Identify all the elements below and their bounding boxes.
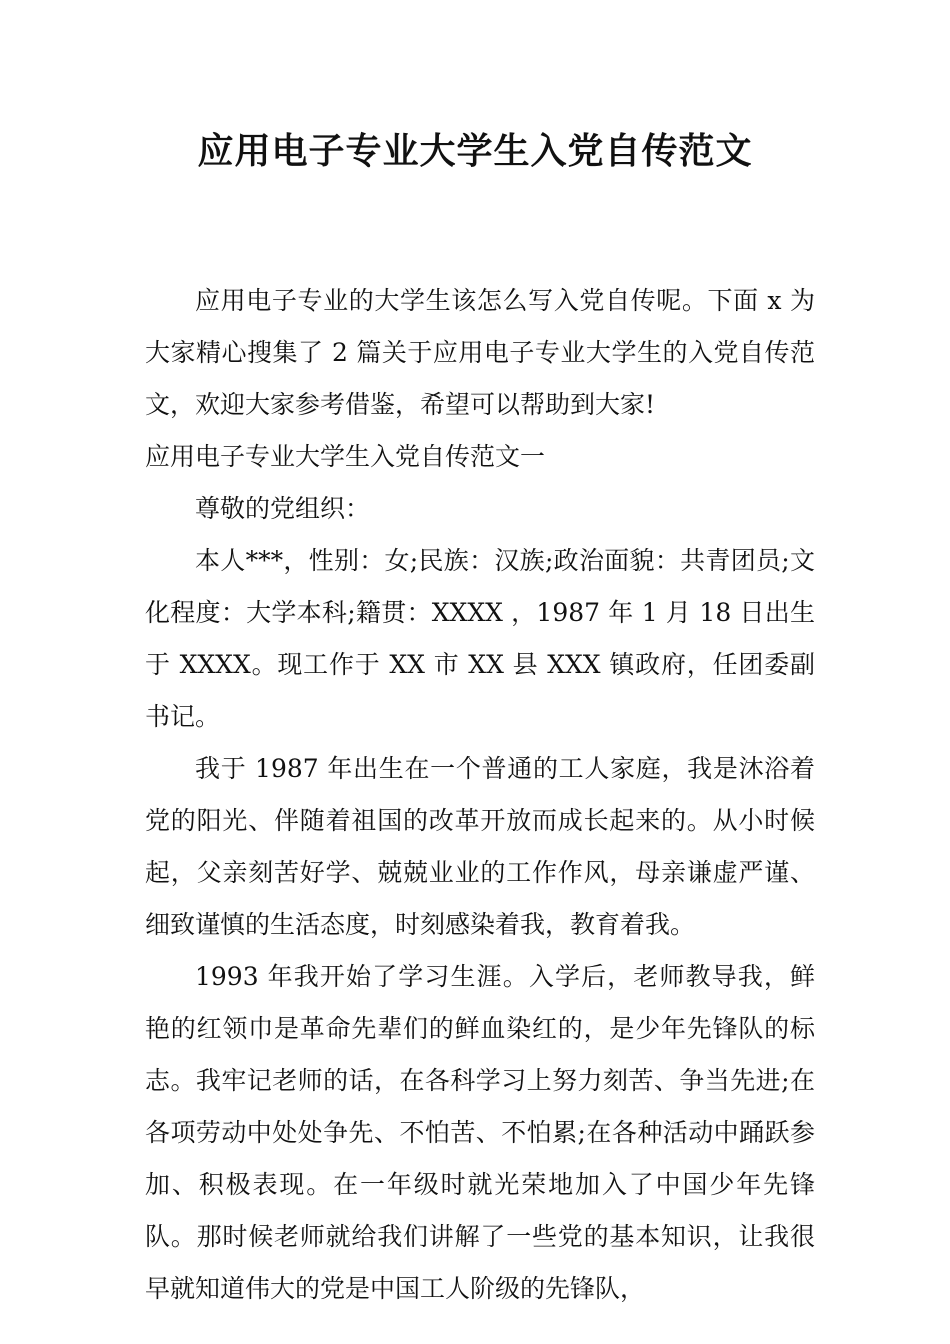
school-life-paragraph: 1993 年我开始了学习生涯。入学后，老师教导我，鲜艳的红领巾是革命先辈们的鲜血染红的，是少年先锋队的标志。我牢记老师的话，在各科学习上努力刻苦、争当先进;在各项劳动中处处争先、不怕苦、不怕累;在各种活动中踊跃参加、积极表现。在一年级时就光荣地加入了中国少年先锋队。那时候老师就给我们讲解了一些党的基本知识，让我很早就知道伟大的党是中国工人阶级的先锋队， xyxy=(145,962,815,1303)
personal-info-paragraph: 本人***，性别：女;民族：汉族;政治面貌：共青团员;文化程度：大学本科;籍贯：XXXX ，1987 年 1 月 18 日出生于 XXXX。现工作于 XX 市 XX 县 XXX 镇政府，任团委副书记。 xyxy=(145,546,815,731)
salutation: 尊敬的党组织： xyxy=(195,494,371,523)
intro-paragraph: 应用电子专业的大学生该怎么写入党自传呢。下面 x 为大家精心搜集了 2 篇关于应用电子专业大学生的入党自传范文，欢迎大家参考借鉴，希望可以帮助到大家! xyxy=(145,286,815,419)
document-title: 应用电子专业大学生入党自传范文 xyxy=(197,131,753,172)
section-heading: 应用电子专业大学生入党自传范文一 xyxy=(145,442,546,471)
document-body xyxy=(145,275,815,1315)
family-background-paragraph: 我于 1987 年出生在一个普通的工人家庭，我是沐浴着党的阳光、伴随着祖国的改革开放而成长起来的。从小时候起，父亲刻苦好学、兢兢业业的工作作风，母亲谦虚严谨、细致谨慎的生活态度，时刻感染着我，教育着我。 xyxy=(145,754,815,939)
